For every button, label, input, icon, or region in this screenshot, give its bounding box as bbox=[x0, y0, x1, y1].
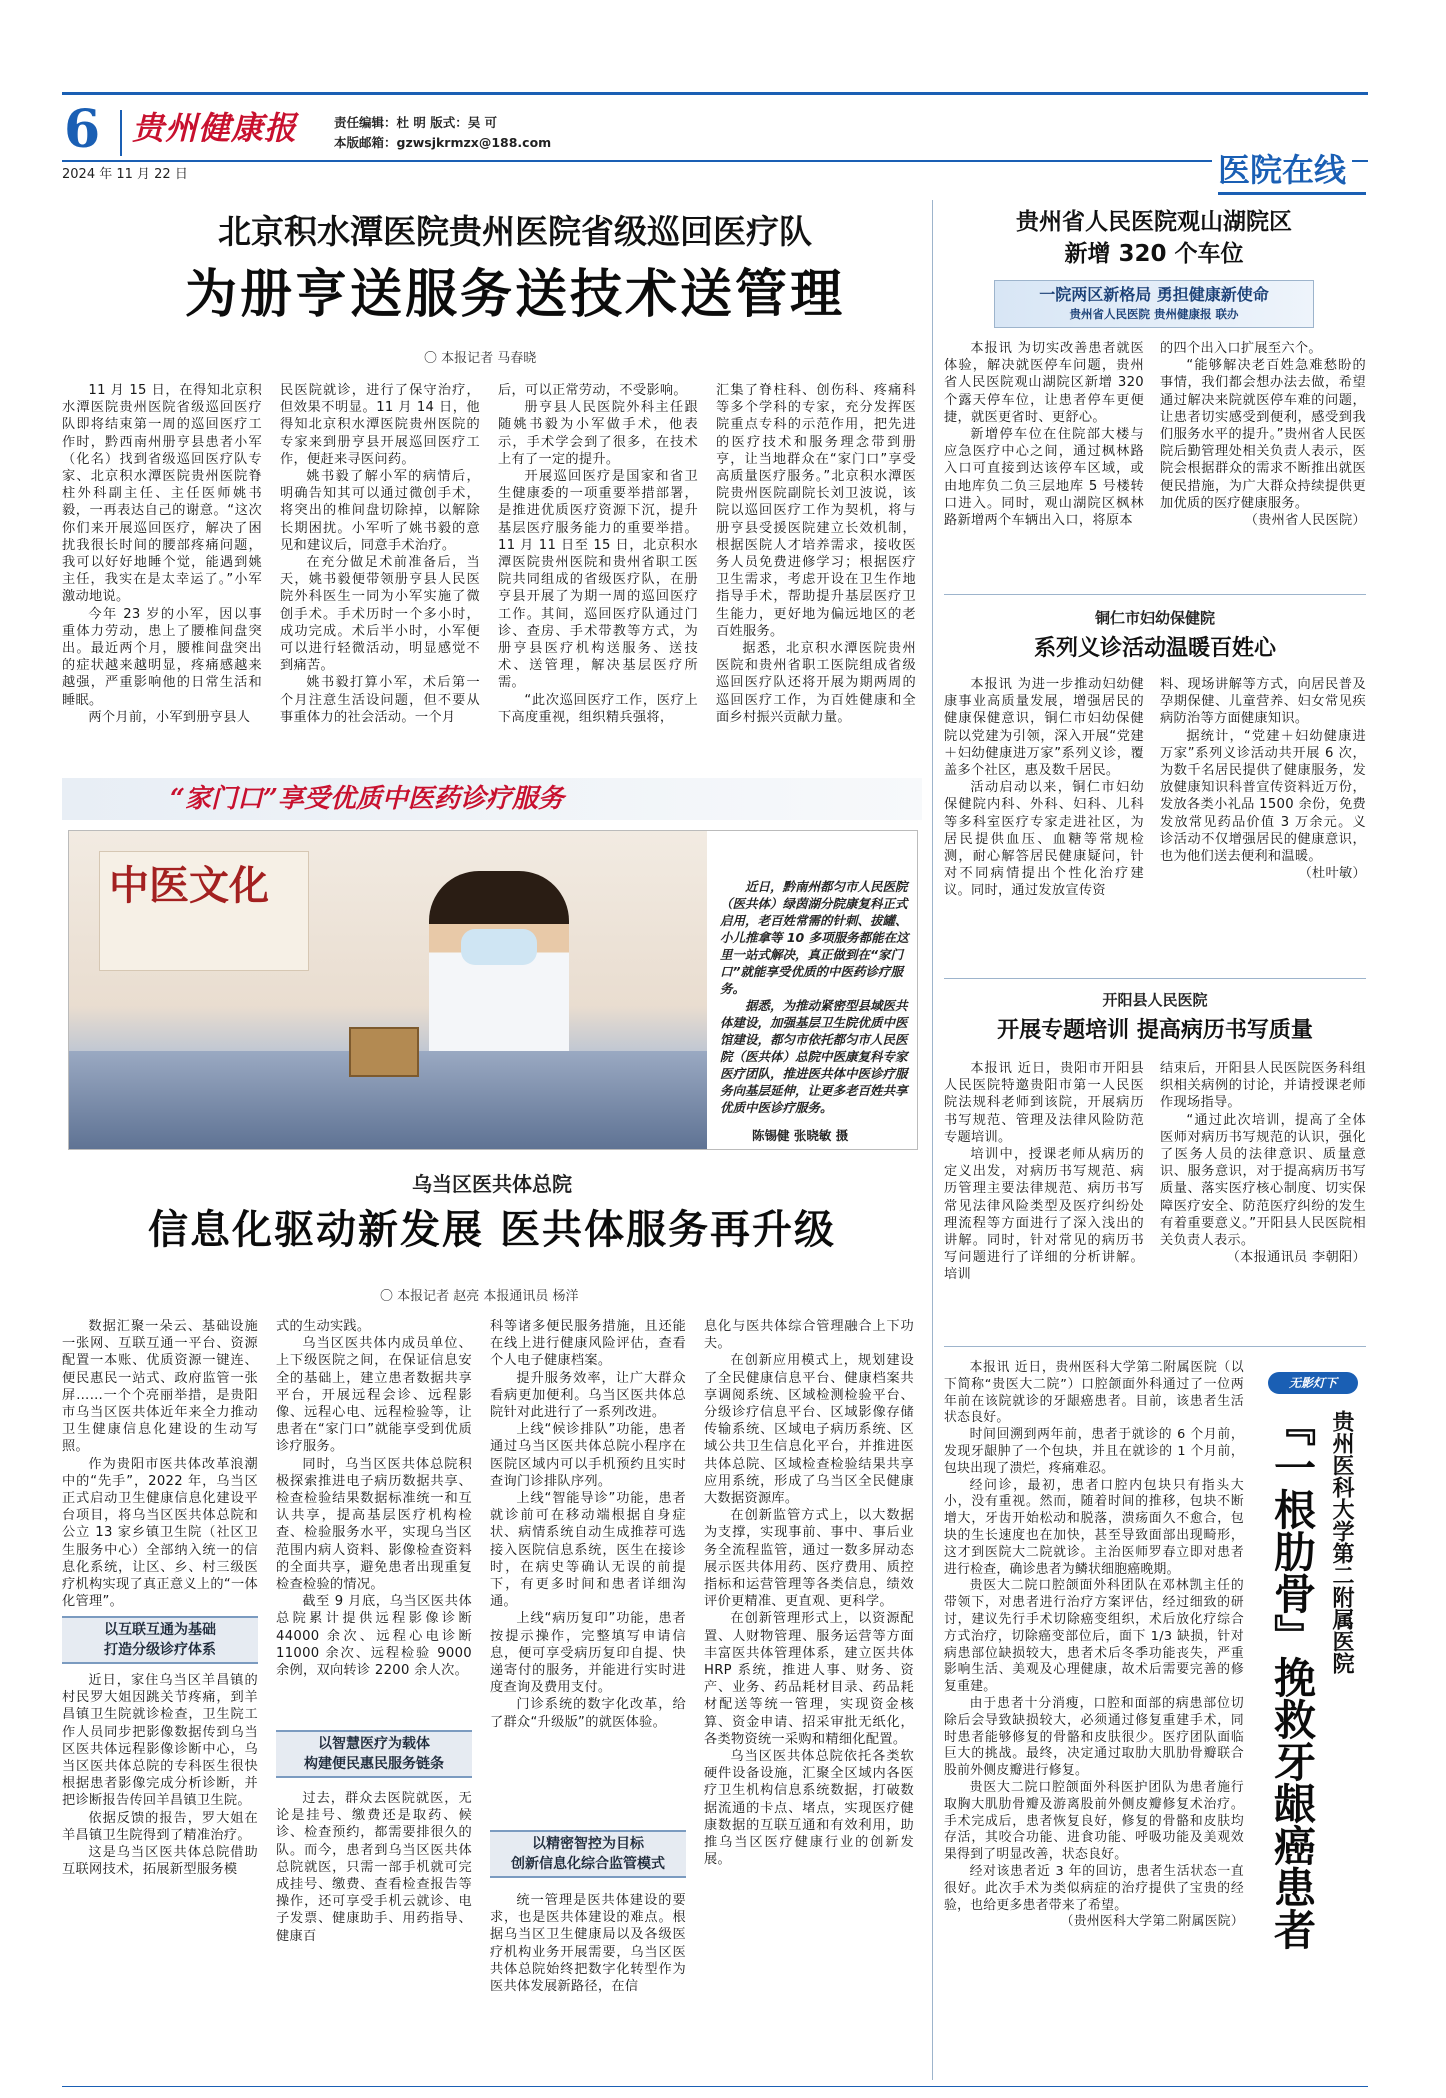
story2-subhead-1: 以互联互通为基础 打造分级诊疗体系 bbox=[62, 1616, 258, 1664]
paper-logo: 贵州健康报 bbox=[132, 109, 298, 147]
story2-column-2a: 式的生动实践。 乌当区医共体内成员单位、上下级医院之间，在保证信息安全的基础上，建立患者数据共享平台，开展远程会诊、远程影像、远程心电、远程检验等，让患者在“家门口”就能享受到优质诊疗服务。 同时，乌当区医共体总院积极探索推进电子病历数据共享、检查检验结果数据标准统一和互认共享，提高基层医疗机构检查、检验服务水平，实现乌当区范围内病人资料、影像检查资料的全面共享，避免患者出现重复检查检验的情况。 截至 9 月底，乌当区医共体总院累计提供远程影像诊断 44000 余次、远程心电诊断 11000 余次、远程检验 9000 余例，双向转诊 2200 余人次。 bbox=[276, 1319, 472, 1679]
right4-column: 本报讯 近日，贵州医科大学第二附属医院（以下简称“贵医大二院”）口腔颌面外科通过了一位两年前在该院就诊的牙龈癌患者。目前，该患者生活状态良好。 时间回溯到两年前，患者于就诊的 6 个月前，发现牙龈肿了一个包块，并且在就诊的 1 个月前，包块出现了溃烂，疼痛难忍。 经问诊，最初，患者口腔内包块只有指头大小，没有重视。然而，随着时间的推移，包块不断增大，牙齿开始松动和脱落，溃疡面久不愈合，包块的生长速度也在加快，甚至导致面部出现畸形，这才到医院大二院就诊。主治医师罗春立即对患者进行检查，确诊患者为鳞状细胞癌晚期。 贵医大二院口腔颌面外科团队在邓林凯主任的带领下，对患者进行治疗方案评估，经过细致的研讨，建议先行手术切除癌变组织，术后放化疗综合方式治疗，切除癌变部位后，面下 1/3 缺损，针对病患部位缺损较大，患者术后冬季功能丧失，严重影响生活、美观及心理健康，故术后需要完善的修复重建。 由于患者十分消瘦，口腔和面部的病患部位切除后会导致缺损较大，必须通过修复重建手术，同时患者能够修复的骨骼和皮肤很少。医疗团队面临巨大的挑战。最终，决定通过取肋大肌肋骨瓣联合股前外侧皮瓣进行修复。 贵医大二院口腔颌面外科医护团队为患者施行取胸大肌肋骨瓣及游离股前外侧皮瓣修复术治疗。手术完成后，患者恢复良好，修复的骨骼和皮肤均存活，其咬合功能、进食功能、呼吸功能及美观效果得到了明显改善，状态良好。 经对该患者近 3 年的回访，患者生活状态一直很好。此次手术为类似病症的治疗提供了宝贵的经验，也给更多患者带来了希望。 （贵州医科大学第二附属医院） bbox=[944, 1360, 1244, 1930]
right-divider-3 bbox=[944, 1346, 1366, 1347]
right3-column-2: 结束后，开阳县人民医院医务科组织相关病例的讨论，并请授课老师作现场指导。 “通过此次培训，提高了全体医师对病历书写规范的认识，强化了医务人员的法律意识、质量意识、服务意识，对于提高病历书写质量、落实医疗核心制度、切实保障医疗安全、防范医疗纠纷的发生有着重要意义。”开阳县人民医院相关负责人表示。 （本报通讯员 李朝阳） bbox=[1160, 1061, 1366, 1266]
mask bbox=[461, 929, 537, 965]
right2-column-2: 料、现场讲解等方式，向居民普及孕期保健、儿童营养、妇女常见疾病防治等方面健康知识。 据统计，“党建＋妇幼健康进万家”系列义诊活动共开展 6 次，为数千名居民提供了健康服务，发放健康知识科普宣传资料近万份，发放各类小礼品 1500 余份，免费发放常见药品价值 3 万余元。义诊活动不仅增强居民的健康意识，也为他们送去便利和温暖。 （杜叶敏） bbox=[1160, 677, 1366, 882]
right1-banner-line1: 一院两区新格局 勇担健康新使命 bbox=[1039, 285, 1269, 304]
lead-title: 为册亨送服务送技术送管理 bbox=[184, 264, 845, 325]
lead-column-1: 11 月 15 日，在得知北京积水潭医院贵州医院省级巡回医疗队即将结束第一周的巡回医疗工作时，黔西南州册亨县患者小军（化名）找到省级巡回医疗队专家、北京积水潭医院贵州医院脊柱外科副主任、主任医师姚书毅，一再表达自己的谢意。“这次你们来开展巡回医疗，解决了困扰我很长时间的腰部疼痛问题，我可以好好地睡个觉，能遇到姚主任，我实在是太幸运了。”小军激动地说。 今年 23 岁的小军，因以事重体力劳动，患上了腰椎间盘突出。最近两个月，腰椎间盘突出的症状越来越明显，疼痛感越来越强，严重影响他的日常生活和睡眠。 两个月前，小军到册亨县人 bbox=[62, 383, 262, 725]
masthead-divider bbox=[120, 110, 122, 156]
right1-banner-line2: 贵州省人民医院 贵州健康报 联办 bbox=[1069, 307, 1239, 321]
right1-column-2: 的四个出入口扩展至六个。 “能够解决老百姓急难愁盼的事情，我们都会想办法去做，希望通过解决来院就医停车难的问题，让患者切实感受到便利，感受到我们服务水平的提升。”贵州省人民医院后勤管理处相关负责人表示，医院会根据群众的需求不断推出就医便民措施，为广大群众持续提供更加优质的医疗健康服务。 （贵州省人民医院） bbox=[1160, 341, 1366, 529]
story2-column-4: 息化与医共体综合管理融合上下功夫。 在创新应用模式上，规划建设了全民健康信息平台、健康档案共享调阅系统、区域检测检验平台、分级诊疗信息平台、区域影像存储传输系统、区域电子病历系统、区域公共卫生信息化平台，并推进医共体总院、区域检查检验结果共享应用系统，形成了乌当区全民健康大数据资源库。 在创新监管方式上，以大数据为支撑，实现事前、事中、事后业务全流程监管，通过一数多屏动态展示医共体用药、医疗费用、质控指标和运营管理等各类信息，绩效评价更精准、更直观、更科学。 在创新管理形式上，以资源配置、人财物管理、服务运营等方面丰富医共体管理体系，建立医共体 HRP 系统，推进人事、财务、资产、业务、药品耗材目录、药品耗材配送等统一管理，实现资金核算、资金申请、招采审批无纸化，各类物资统一采购和精细化配置。 乌当区医共体总院依托各类软硬件设备设施，汇聚全区域内各医疗卫生机构信息系统数据，打破数据流通的卡点、堵点，实现医疗健康数据的互联互通和有效利用，助推乌当区医疗健康行业的创新发展。 bbox=[704, 1319, 914, 1868]
right1-column-1: 本报讯 为切实改善患者就医体验，解决就医停车问题，贵州省人民医院观山湖院区新增 320 个露天停车位，让患者停车更便捷，就医更省时、更舒心。 新增停车位在住院部大楼与应急医疗中心之间，通过枫林路入口可直接到达该停车区域，或由地库负二负三层地库 5 号楼转口进入。同时，观山湖院区枫林路新增两个车辆出入口，将原本 bbox=[944, 341, 1144, 529]
right2-title: 系列义诊活动温暖百姓心 bbox=[1033, 636, 1276, 661]
story2-column-3a: 科等诸多便民服务措施，且还能在线上进行健康风险评估，查看个人电子健康档案。 提升服务效率，让广大群众看病更加便利。乌当区医共体总院针对此进行了一系列改进。 上线“候诊排队”功能，患者通过乌当区医共体总院小程序在医院区域内可以手机预约且实时查询门诊排队序列。 上线“智能导诊”功能，患者就诊前可在移动端根据自身症状、病情系统自动生成推荐可选接入医院信息系统，医生在接诊时，在病史等确认无误的前提下，有更多时间和患者详细沟通。 上线“病历复印”功能，患者按提示操作，完整填写申请信息，便可享受病历复印自提、快递寄付的服务，并能进行实时进度查询及费用支付。 门诊系统的数字化改革，给了群众“升级版”的就医体验。 bbox=[490, 1319, 686, 1730]
right-divider-1 bbox=[944, 594, 1366, 595]
bottom-rule bbox=[62, 2086, 1368, 2087]
lead-column-2: 民医院就诊，进行了保守治疗，但效果不明显。11 月 14 日，他得知北京积水潭医院贵州医院的专家来到册亨县开展巡回医疗工作，便赶来寻医问药。 姚书毅了解小军的病情后，明确告知其可以通过微创手术，将突出的椎间盘切除掉，以解除长期困扰。小军听了姚书毅的意见和建议后，同意手术治疗。 在充分做足术前准备后，当天，姚书毅便带领册亨县人民医院外科医生一同为小军实施了微创手术。手术历时一个多小时，成功完成。术后半小时，小军便可以进行轻微活动，明显感觉不到痛苦。 姚书毅打算小军，术后第一个月注意生活设问题，但不要从事重体力的社会活动。一个月 bbox=[280, 383, 480, 725]
story2-byline: 〇 本报记者 赵亮 本报通讯员 杨洋 bbox=[380, 1289, 579, 1304]
right1-title: 贵州省人民医院观山湖院区 新增 320 个车位 bbox=[1016, 209, 1292, 267]
clinic-photo bbox=[69, 831, 707, 1149]
story2-column-1a: 数据汇聚一朵云、基础设施一张网、互联互通一平台、资源配置一本账、优质资源一键连、便民惠民一站式、政府监管一张屏……一个个亮丽举措，是贵阳市乌当区医共体近年来全力推动卫生健康信息化建设的生动写照。 作为贵阳市医共体改革浪潮中的“先手”，2022 年，乌当区正式启动卫生健康信息化建设平台项目，将乌当区医共体总院和公立 13 家乡镇卫生院（社区卫生服务中心）全部纳入统一的信息化系统，让区、乡、村三级医疗机构实现了真正意义上的“一体化管理”。 bbox=[62, 1319, 258, 1610]
section-name: 医院在线 bbox=[1212, 150, 1352, 190]
section-underline bbox=[1218, 192, 1366, 195]
right2-column-1: 本报讯 为进一步推动妇幼健康事业高质量发展，增强居民的健康保健意识，铜仁市妇幼保健院以党建为引领，深入开展“党建＋妇幼健康进万家”系列义诊，覆盖多个社区，惠及数千居民。 活动启动以来，铜仁市妇幼保健院内科、外科、妇科、儿科等多科室医疗专家走进社区，为居民提供血压、血糖等常规检测，耐心解答居民健康疑问，针对不同病情提出个性化治疗建议。同时，通过发放宣传资 bbox=[944, 677, 1144, 899]
story2-title: 信息化驱动新发展 医共体服务再升级 bbox=[148, 1206, 836, 1253]
story2-subhead-3: 以精密智控为目标 创新信息化综合监管模式 bbox=[490, 1830, 686, 1878]
main-column-divider bbox=[932, 200, 933, 2080]
masthead-bottom-rule bbox=[62, 160, 1368, 162]
right3-title: 开展专题培训 提高病历书写质量 bbox=[997, 1018, 1313, 1043]
photo-caption: 近日，黔南州都匀市人民医院（医共体）绿茵湖分院康复科正式启用，老百姓常需的针刺、拔罐、小儿推拿等 10 多项服务都能在这里一站式解决，真正做到在“家门口”就能享受优质的中医药诊疗服务。 据悉，为推动紧密型县域医共体建设，加强基层卫生院优质中医馆建设，都匀市依托都匀市人民医院（医共体）总院中医康复科专家医疗团队，推进医共体中医诊疗服务向基层延伸，让更多老百姓共享优质中医诊疗服务。 bbox=[720, 879, 909, 1115]
moxibustion-box bbox=[349, 1027, 419, 1077]
top-rule bbox=[62, 92, 1368, 95]
lead-column-3: 后，可以正常劳动，不受影响。 册亨县人民医院外科主任跟随姚书毅为小军做手术，他表示，手术学会到了很多，在技术上有了一定的提升。 开展巡回医疗是国家和省卫生健康委的一项重要举措部署，是推进优质医疗资源下沉，提升基层医疗服务能力的重要举措。11 月 11 日至 15 日，北京积水潭医院贵州医院和贵州省职工医院共同组成的省级医疗队，在册亨县开展了为期一周的巡回医疗工作。其间，巡回医疗队通过门诊、查房、手术带教等方式，为册亨县医疗机构送服务、送技术、送管理，解决基层医疗所需。 “此次巡回医疗工作，医疗上下高度重视，组织精兵强将， bbox=[498, 383, 698, 725]
right3-column-1: 本报讯 近日，贵阳市开阳县人民医院特邀贵阳市第一人民医院法规科老师到该院，开展病历书写规范、管理及法律风险防范专题培训。 培训中，授课老师从病历的定义出发，对病历书写规范、病历管理主要法律规范、病历书写常见法律风险类型及医疗纠纷处理流程等方面进行了深入浅出的讲解。同时，针对常见的病历书写问题进行了详细的分析讲解。培训 bbox=[944, 1061, 1144, 1283]
wall-mural-text: 中医文化 bbox=[109, 862, 269, 909]
right-divider-2 bbox=[944, 978, 1366, 979]
issue-date: 2024 年 11 月 22 日 bbox=[62, 167, 188, 182]
story2-kicker: 乌当区医共体总院 bbox=[412, 1172, 572, 1196]
story2-subhead-2: 以智慧医疗为载体 构建便民惠民服务链条 bbox=[276, 1730, 472, 1778]
page-number: 6 bbox=[64, 99, 101, 160]
editors-line: 责任编辑：杜 明 版式：吴 可 bbox=[334, 115, 498, 130]
lead-column-4: 汇集了脊柱科、创伤科、疼痛科等多个学科的专家，充分发挥医院重点专科的示范作用，把先进的医疗技术和服务理念带到册亨，让当地群众在“家门口”享受高质量医疗服务。”北京积水潭医院贵州医院副院长刘卫波说，该院以巡回医疗工作为契机，将与册亨县受援医院建立长效机制，根据医院人才培养需求，接收医务人员免费进修学习；根据医疗卫生需求，考虑开设在卫生作地指导手术，帮助提升基层医疗卫生能力，更好地为偏远地区的老百姓服务。 据悉，北京积水潭医院贵州医院和贵州省职工医院组成省级巡回医疗队还将开展为期两周的巡回医疗工作，为百姓健康和全面乡村振兴贡献力量。 bbox=[716, 383, 916, 725]
right2-kicker: 铜仁市妇幼保健院 bbox=[1094, 609, 1215, 627]
photo-credit: 陈锡健 张晓敏 摄 bbox=[752, 1128, 849, 1143]
photo-title: “家门口”享受优质中医药诊疗服务 bbox=[170, 784, 564, 814]
right3-kicker: 开阳县人民医院 bbox=[1102, 991, 1208, 1009]
right4-tag: 无影灯下 bbox=[1268, 1372, 1358, 1394]
story2-column-1b: 近日，家住乌当区羊昌镇的村民罗大姐因跳关节疼痛，到羊昌镇卫生院就诊检查，卫生院工作人员同步把影像数据传到乌当区医共体远程影像诊断中心，乌当区医共体总院的专科医生很快根据患者影像完成分析诊断，并把诊断报告传回羊昌镇卫生院。 依据反馈的报告，罗大姐在羊昌镇卫生院得到了精准治疗。 这是乌当区医共体总院借助互联网技术，拓展新型服务模 bbox=[62, 1673, 258, 1878]
right4-kicker: 贵州医科大学第二附属医院 bbox=[1329, 1410, 1354, 1674]
email-line: 本版邮箱：gzwsjkrmzx@188.com bbox=[334, 135, 552, 150]
story2-column-3b: 统一管理是医共体建设的要求，也是医共体建设的难点。根据乌当区卫生健康局以及各级医疗机构业务开展需要，乌当区医共体总院始终把数字化转型作为医共体发展新路径，在信 bbox=[490, 1893, 686, 1995]
lead-kicker: 北京积水潭医院贵州医院省级巡回医疗队 bbox=[218, 212, 812, 251]
story2-column-2b: 过去，群众去医院就医，无论是挂号、缴费还是取药、候诊、检查预约，都需要排很久的队。而今，患者到乌当区医共体总院就医，只需一部手机就可完成挂号、缴费、查看检查报告等操作，还可享受手机云就诊、电子发票、健康助手、用药指导、健康百 bbox=[276, 1791, 472, 1944]
right4-title: 『一根肋骨』挽救牙龈癌患者 bbox=[1268, 1404, 1317, 1950]
lead-byline: 〇 本报记者 马春晓 bbox=[424, 351, 537, 366]
